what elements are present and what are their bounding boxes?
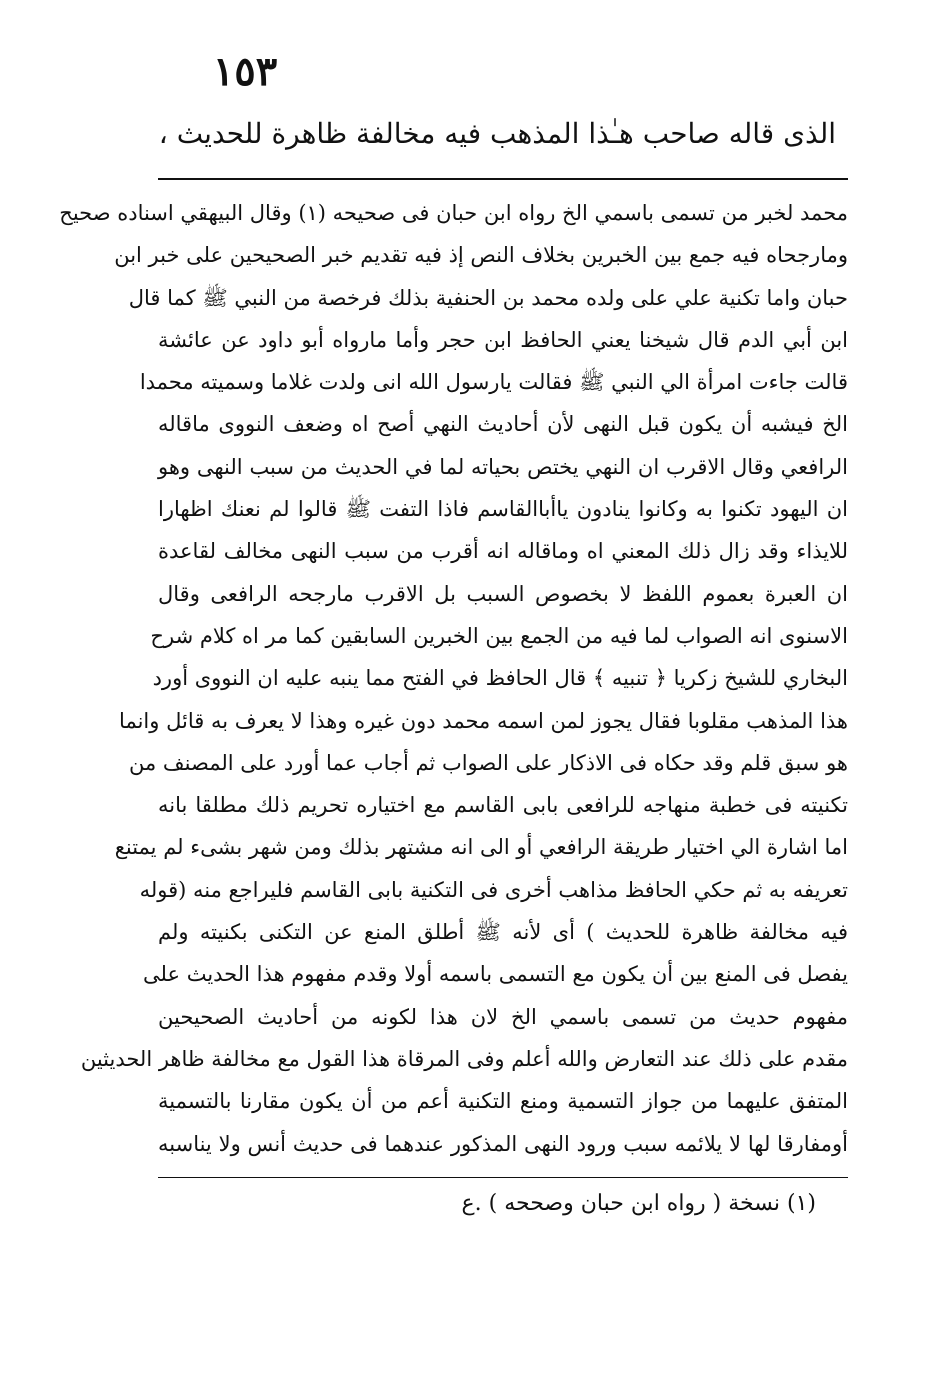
header-divider xyxy=(158,178,848,180)
commentary-line: ان اليهود تكنوا به وكانوا ينادون ياأباالقاسم فاذا التفت ﷺ قالوا لم نعنك اظهارا xyxy=(158,497,848,522)
commentary-line: الرافعي وقال الاقرب ان النهي يختص بحياته لما في الحديث من سبب النهى وهو xyxy=(158,454,848,479)
commentary-line: مفهوم حديث من تسمى باسمي الخ لان هذا لكونه من أحاديث الصحيحين xyxy=(158,1004,848,1029)
commentary-line: هو سبق قلم وقد حكاه فى الاذكار على الصواب ثم أجاب عما أورد على المصنف من xyxy=(129,750,848,775)
commentary-line: ان العبرة بعموم اللفظ لا بخصوص السبب بل الاقرب مارجحه الرافعى وقال xyxy=(158,581,848,606)
commentary-block xyxy=(59,192,848,1165)
commentary-line: ومارجحاه فيه جمع بين الخبرين بخلاف النص إذ فيه تقديم خبر الصحيحين على خبر ابن xyxy=(114,243,848,268)
commentary-line: هذا المذهب مقلوبا فقال يجوز لمن اسمه محمد دون غيره وهذا لا يعرف به قائل وانما xyxy=(119,708,848,733)
commentary-line: تكنيته فى خطبة منهاجه للرافعى بابى القاسم مع اختياره تحريم ذلك مطلقا بانه xyxy=(158,793,848,818)
commentary-line: الاسنوى انه الصواب لما فيه من الجمع بين الخبرين السابقين كما مر اه كلام شرح xyxy=(150,623,848,648)
commentary-line: ابن أبي الدم قال شيخنا يعني الحافظ ابن حجر وأما مارواه أبو داود عن عائشة xyxy=(158,327,848,352)
commentary-line: البخاري للشيخ زكريا ﴿ تنبيه ﴾ قال الحافظ في الفتح مما ينبه عليه ان النووى أورد xyxy=(152,666,848,691)
page-number: ١٥٣ xyxy=(212,48,278,95)
commentary-line: قالت جاءت امرأة الي النبي ﷺ فقالت يارسول الله انى ولدت غلاما وسميته محمدا xyxy=(139,370,848,395)
commentary-line: المتفق عليهما من جواز التسمية ومنع التكنية أعم من أن يكون مقارنا بالتسمية xyxy=(158,1089,848,1114)
commentary-line: الخ فيشبه أن يكون قبل النهى لأن أحاديث النهي أصح اه وضعف النووى ماقاله xyxy=(158,412,848,437)
main-text-line: الذى قاله صاحب هـٰذا المذهب فيه مخالفة ظاهرة للحديث ، xyxy=(158,117,836,150)
commentary-line: حبان واما تكنية علي على ولده محمد بن الحنفية بذلك فرخصة من النبي ﷺ كما قال xyxy=(128,285,848,310)
commentary-line: مقدم على ذلك عند التعارض والله أعلم وفى المرقاة هذا القول مع مخالفة ظاهر الحديثين xyxy=(80,1046,848,1071)
commentary-line: تعريفه به ثم حكي الحافظ مذاهب أخرى فى التكنية بابى القاسم فليراجع منه (قوله xyxy=(139,877,848,902)
commentary-line: محمد لخبر من تسمى باسمي الخ رواه ابن حبان فى صحيحه (١) وقال البيهقي اسناده صحيح xyxy=(59,201,848,225)
footnote: (١) نسخة ( رواه ابن حبان وصححه ) .ع xyxy=(461,1191,816,1216)
commentary-line: أومفارقا لها لا يلائمه سبب ورود النهى المذكور عندهما فى حديث أنس ولا يناسبه xyxy=(158,1131,848,1156)
commentary-line: اما اشارة الي اختيار طريقة الرافعي أو الى انه مشتهر بذلك ومن شهر بشىء لم يمتنع xyxy=(114,835,848,860)
commentary-line: للايذاء وقد زال ذلك المعني اه وماقاله انه أقرب من سبب النهى مخالف لقاعدة xyxy=(158,539,848,564)
footnote-divider xyxy=(158,1177,848,1178)
commentary-line: يفصل فى المنع بين أن يكون مع التسمى باسمه أولا وقدم مفهوم هذا الحديث على xyxy=(143,962,848,987)
commentary-line: فيه مخالفة ظاهرة للحديث ) أى لأنه ﷺ أطلق المنع عن التكنى بكنيته ولم xyxy=(158,920,848,945)
